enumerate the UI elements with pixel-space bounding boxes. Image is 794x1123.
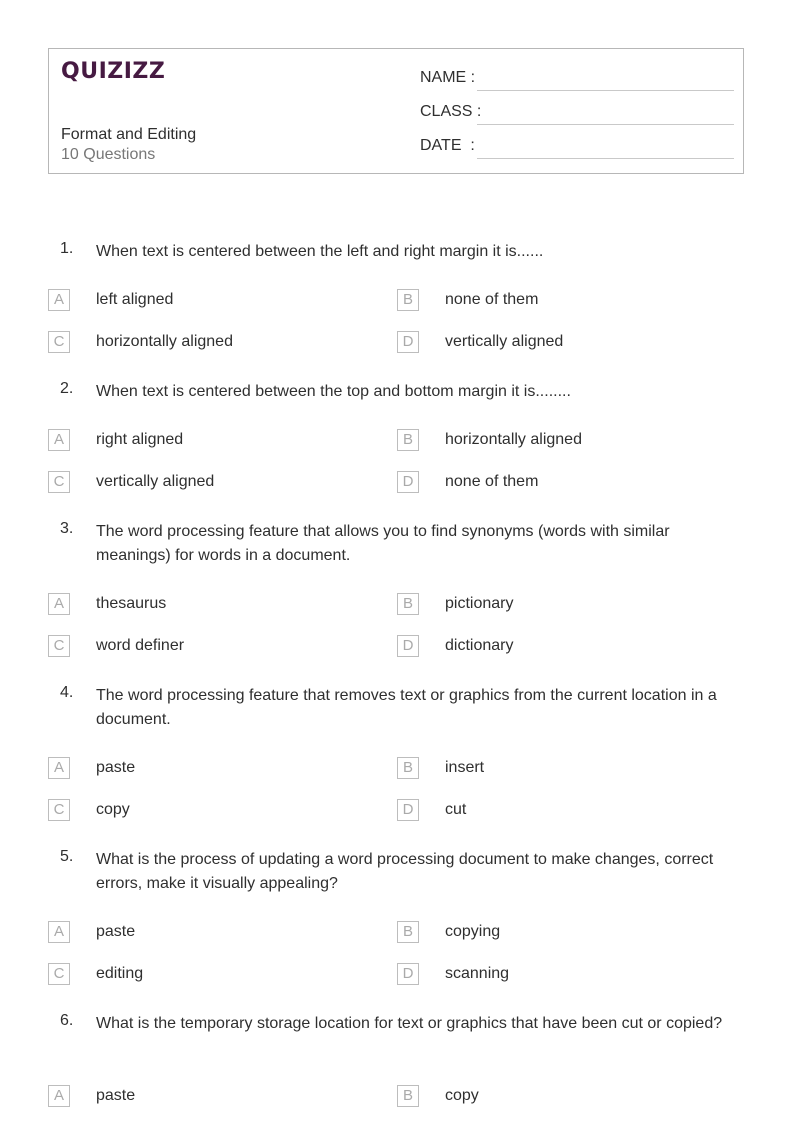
question-text: What is the process of updating a word processing document to make changes, correct errors, make it visually appealing? <box>96 851 714 892</box>
option-b-box[interactable]: B <box>397 921 419 943</box>
option-d-box[interactable]: D <box>397 331 419 353</box>
question-number: 1. <box>60 240 74 257</box>
option-b-box[interactable]: B <box>397 289 419 311</box>
date-field <box>420 137 734 157</box>
option-a-box[interactable]: A <box>48 1085 70 1107</box>
option-b-text: pictionary <box>445 595 514 612</box>
question-text: What is the temporary storage location for text or graphics that have been cut or copied? <box>96 1015 723 1032</box>
option-b-text: horizontally aligned <box>445 431 582 448</box>
option-a-box[interactable]: A <box>48 289 70 311</box>
question-text: When text is centered between the top and bottom margin it is........ <box>96 383 571 400</box>
option-a-text: thesaurus <box>96 595 167 612</box>
option-d-text: cut <box>445 801 467 818</box>
option-c-box[interactable]: C <box>48 963 70 985</box>
option-c-text: copy <box>96 801 130 818</box>
class-field <box>420 103 734 123</box>
question-text: When text is centered between the left and right margin it is...... <box>96 243 544 260</box>
option-d-box[interactable]: D <box>397 635 419 657</box>
question-text: The word processing feature that removes text or graphics from the current location in a document. <box>96 687 717 728</box>
option-a-box[interactable]: A <box>48 429 70 451</box>
question-number: 3. <box>60 520 74 537</box>
option-a-text: right aligned <box>96 431 184 448</box>
worksheet-title: Format and Editing <box>61 126 197 143</box>
option-b-text: insert <box>445 759 485 776</box>
question-number: 4. <box>60 684 74 701</box>
option-d-text: scanning <box>445 965 510 982</box>
option-d-text: vertically aligned <box>445 333 564 350</box>
option-c-text: vertically aligned <box>96 473 215 490</box>
option-c-box[interactable]: C <box>48 471 70 493</box>
class-label: CLASS : <box>420 103 482 120</box>
option-c-box[interactable]: C <box>48 331 70 353</box>
option-b-text: copy <box>445 1087 479 1104</box>
question-number: 5. <box>60 848 74 865</box>
option-b-box[interactable]: B <box>397 593 419 615</box>
question-number: 2. <box>60 380 74 397</box>
option-a-box[interactable]: A <box>48 593 70 615</box>
option-b-box[interactable]: B <box>397 1085 419 1107</box>
question-count: 10 Questions <box>61 146 156 163</box>
option-d-box[interactable]: D <box>397 799 419 821</box>
option-d-text: none of them <box>445 473 539 490</box>
option-a-text: paste <box>96 923 136 940</box>
option-c-box[interactable]: C <box>48 635 70 657</box>
quizizz-logo: QUIZIZZ <box>61 59 166 84</box>
option-a-text: paste <box>96 759 136 776</box>
class-line <box>477 124 734 125</box>
question-text: The word processing feature that allows you to find synonyms (words with similar meanings) for words in a document. <box>96 523 670 564</box>
option-d-box[interactable]: D <box>397 963 419 985</box>
name-field <box>420 69 734 89</box>
option-b-box[interactable]: B <box>397 429 419 451</box>
option-c-text: word definer <box>96 637 185 654</box>
option-a-text: paste <box>96 1087 136 1104</box>
option-c-box[interactable]: C <box>48 799 70 821</box>
option-b-text: none of them <box>445 291 539 308</box>
worksheet-header <box>48 48 744 174</box>
date-label: DATE : <box>420 137 475 154</box>
option-b-box[interactable]: B <box>397 757 419 779</box>
option-a-box[interactable]: A <box>48 921 70 943</box>
option-b-text: copying <box>445 923 501 940</box>
option-a-text: left aligned <box>96 291 174 308</box>
option-d-text: dictionary <box>445 637 514 654</box>
option-d-box[interactable]: D <box>397 471 419 493</box>
name-line <box>477 90 734 91</box>
option-a-box[interactable]: A <box>48 757 70 779</box>
question-number: 6. <box>60 1012 74 1029</box>
date-line <box>477 158 734 159</box>
option-c-text: horizontally aligned <box>96 333 233 350</box>
option-c-text: editing <box>96 965 144 982</box>
name-label: NAME : <box>420 69 476 86</box>
